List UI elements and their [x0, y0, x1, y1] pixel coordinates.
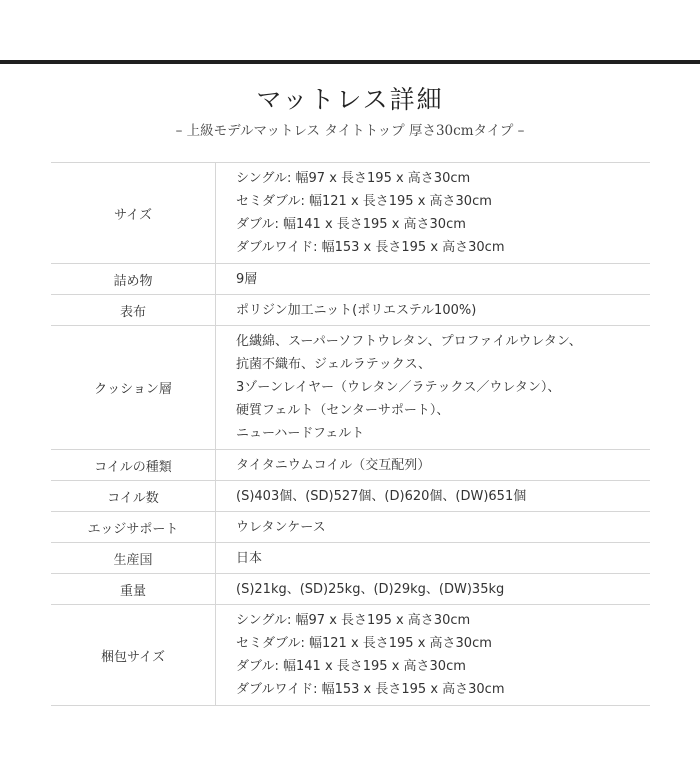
spec-row: [51, 481, 650, 512]
spec-value: [216, 543, 651, 574]
spec-table: [51, 162, 650, 706]
spec-value-line: (S)21kg、(SD)25kg、(D)29kg、(DW)35kg: [236, 581, 505, 597]
spec-value-line: ダブルワイド: 幅153 x 長さ195 x 高さ30cm: [236, 682, 505, 697]
spec-value-line: ダブルワイド: 幅153 x 長さ195 x 高さ30cm: [236, 240, 505, 255]
spec-value: [216, 326, 651, 450]
spec-value-line: ウレタンケース: [236, 519, 326, 535]
spec-value-line: セミダブル: 幅121 x 長さ195 x 高さ30cm: [236, 194, 492, 209]
spec-value-line: (S)403個、(SD)527個、(D)620個、(DW)651個: [236, 488, 527, 504]
spec-label: 生産国: [51, 543, 216, 574]
spec-value-line: タイタニウムコイル（交互配列）: [236, 457, 431, 473]
spec-value: [216, 450, 651, 481]
spec-row: [51, 163, 650, 264]
spec-value: [216, 264, 651, 295]
spec-value-line: ポリジン加工ニット(ポリエステル100%): [236, 302, 477, 318]
spec-value-line: 抗菌不織布、ジェルラテックス、: [236, 357, 432, 372]
spec-row: [51, 326, 650, 450]
spec-value-line: 9層: [236, 271, 258, 287]
spec-table-body: [51, 163, 650, 706]
spec-value-line: シングル: 幅97 x 長さ195 x 高さ30cm: [236, 613, 471, 628]
spec-row: [51, 543, 650, 574]
spec-label: コイルの種類: [51, 450, 216, 481]
spec-value-line: 日本: [236, 550, 263, 566]
spec-label: サイズ: [51, 163, 216, 264]
spec-value-line: ダブル: 幅141 x 長さ195 x 高さ30cm: [236, 217, 466, 232]
spec-label: 梱包サイズ: [51, 605, 216, 706]
page-subtitle: – 上級モデルマットレス タイトトップ 厚さ30cmタイプ –: [175, 123, 525, 139]
spec-row: [51, 605, 650, 706]
spec-value: [216, 163, 651, 264]
spec-row: [51, 574, 650, 605]
spec-label: 重量: [51, 574, 216, 605]
spec-row: [51, 264, 650, 295]
spec-value-line: セミダブル: 幅121 x 長さ195 x 高さ30cm: [236, 636, 492, 651]
spec-value-line: ニューハードフェルト: [236, 426, 365, 441]
spec-value: [216, 574, 651, 605]
spec-row: [51, 512, 650, 543]
spec-row: [51, 450, 650, 481]
spec-value-line: シングル: 幅97 x 長さ195 x 高さ30cm: [236, 171, 471, 186]
spec-label: エッジサポート: [51, 512, 216, 543]
spec-label: クッション層: [51, 326, 216, 450]
page-title: マットレス詳細: [256, 85, 444, 114]
spec-value: [216, 295, 651, 326]
spec-value: [216, 481, 651, 512]
spec-value-line: 硬質フェルト（センターサポート）、: [236, 403, 450, 418]
spec-label: コイル数: [51, 481, 216, 512]
spec-value-line: ダブル: 幅141 x 長さ195 x 高さ30cm: [236, 659, 466, 674]
spec-value: [216, 512, 651, 543]
spec-value-line: 3ゾーンレイヤー（ウレタン／ラテックス／ウレタン）、: [236, 380, 561, 395]
spec-label: 詰め物: [51, 264, 216, 295]
top-divider-bar: [0, 60, 700, 64]
spec-row: [51, 295, 650, 326]
spec-label: 表布: [51, 295, 216, 326]
spec-value-line: 化繊綿、スーパーソフトウレタン、プロファイルウレタン、: [236, 334, 582, 349]
spec-value: [216, 605, 651, 706]
